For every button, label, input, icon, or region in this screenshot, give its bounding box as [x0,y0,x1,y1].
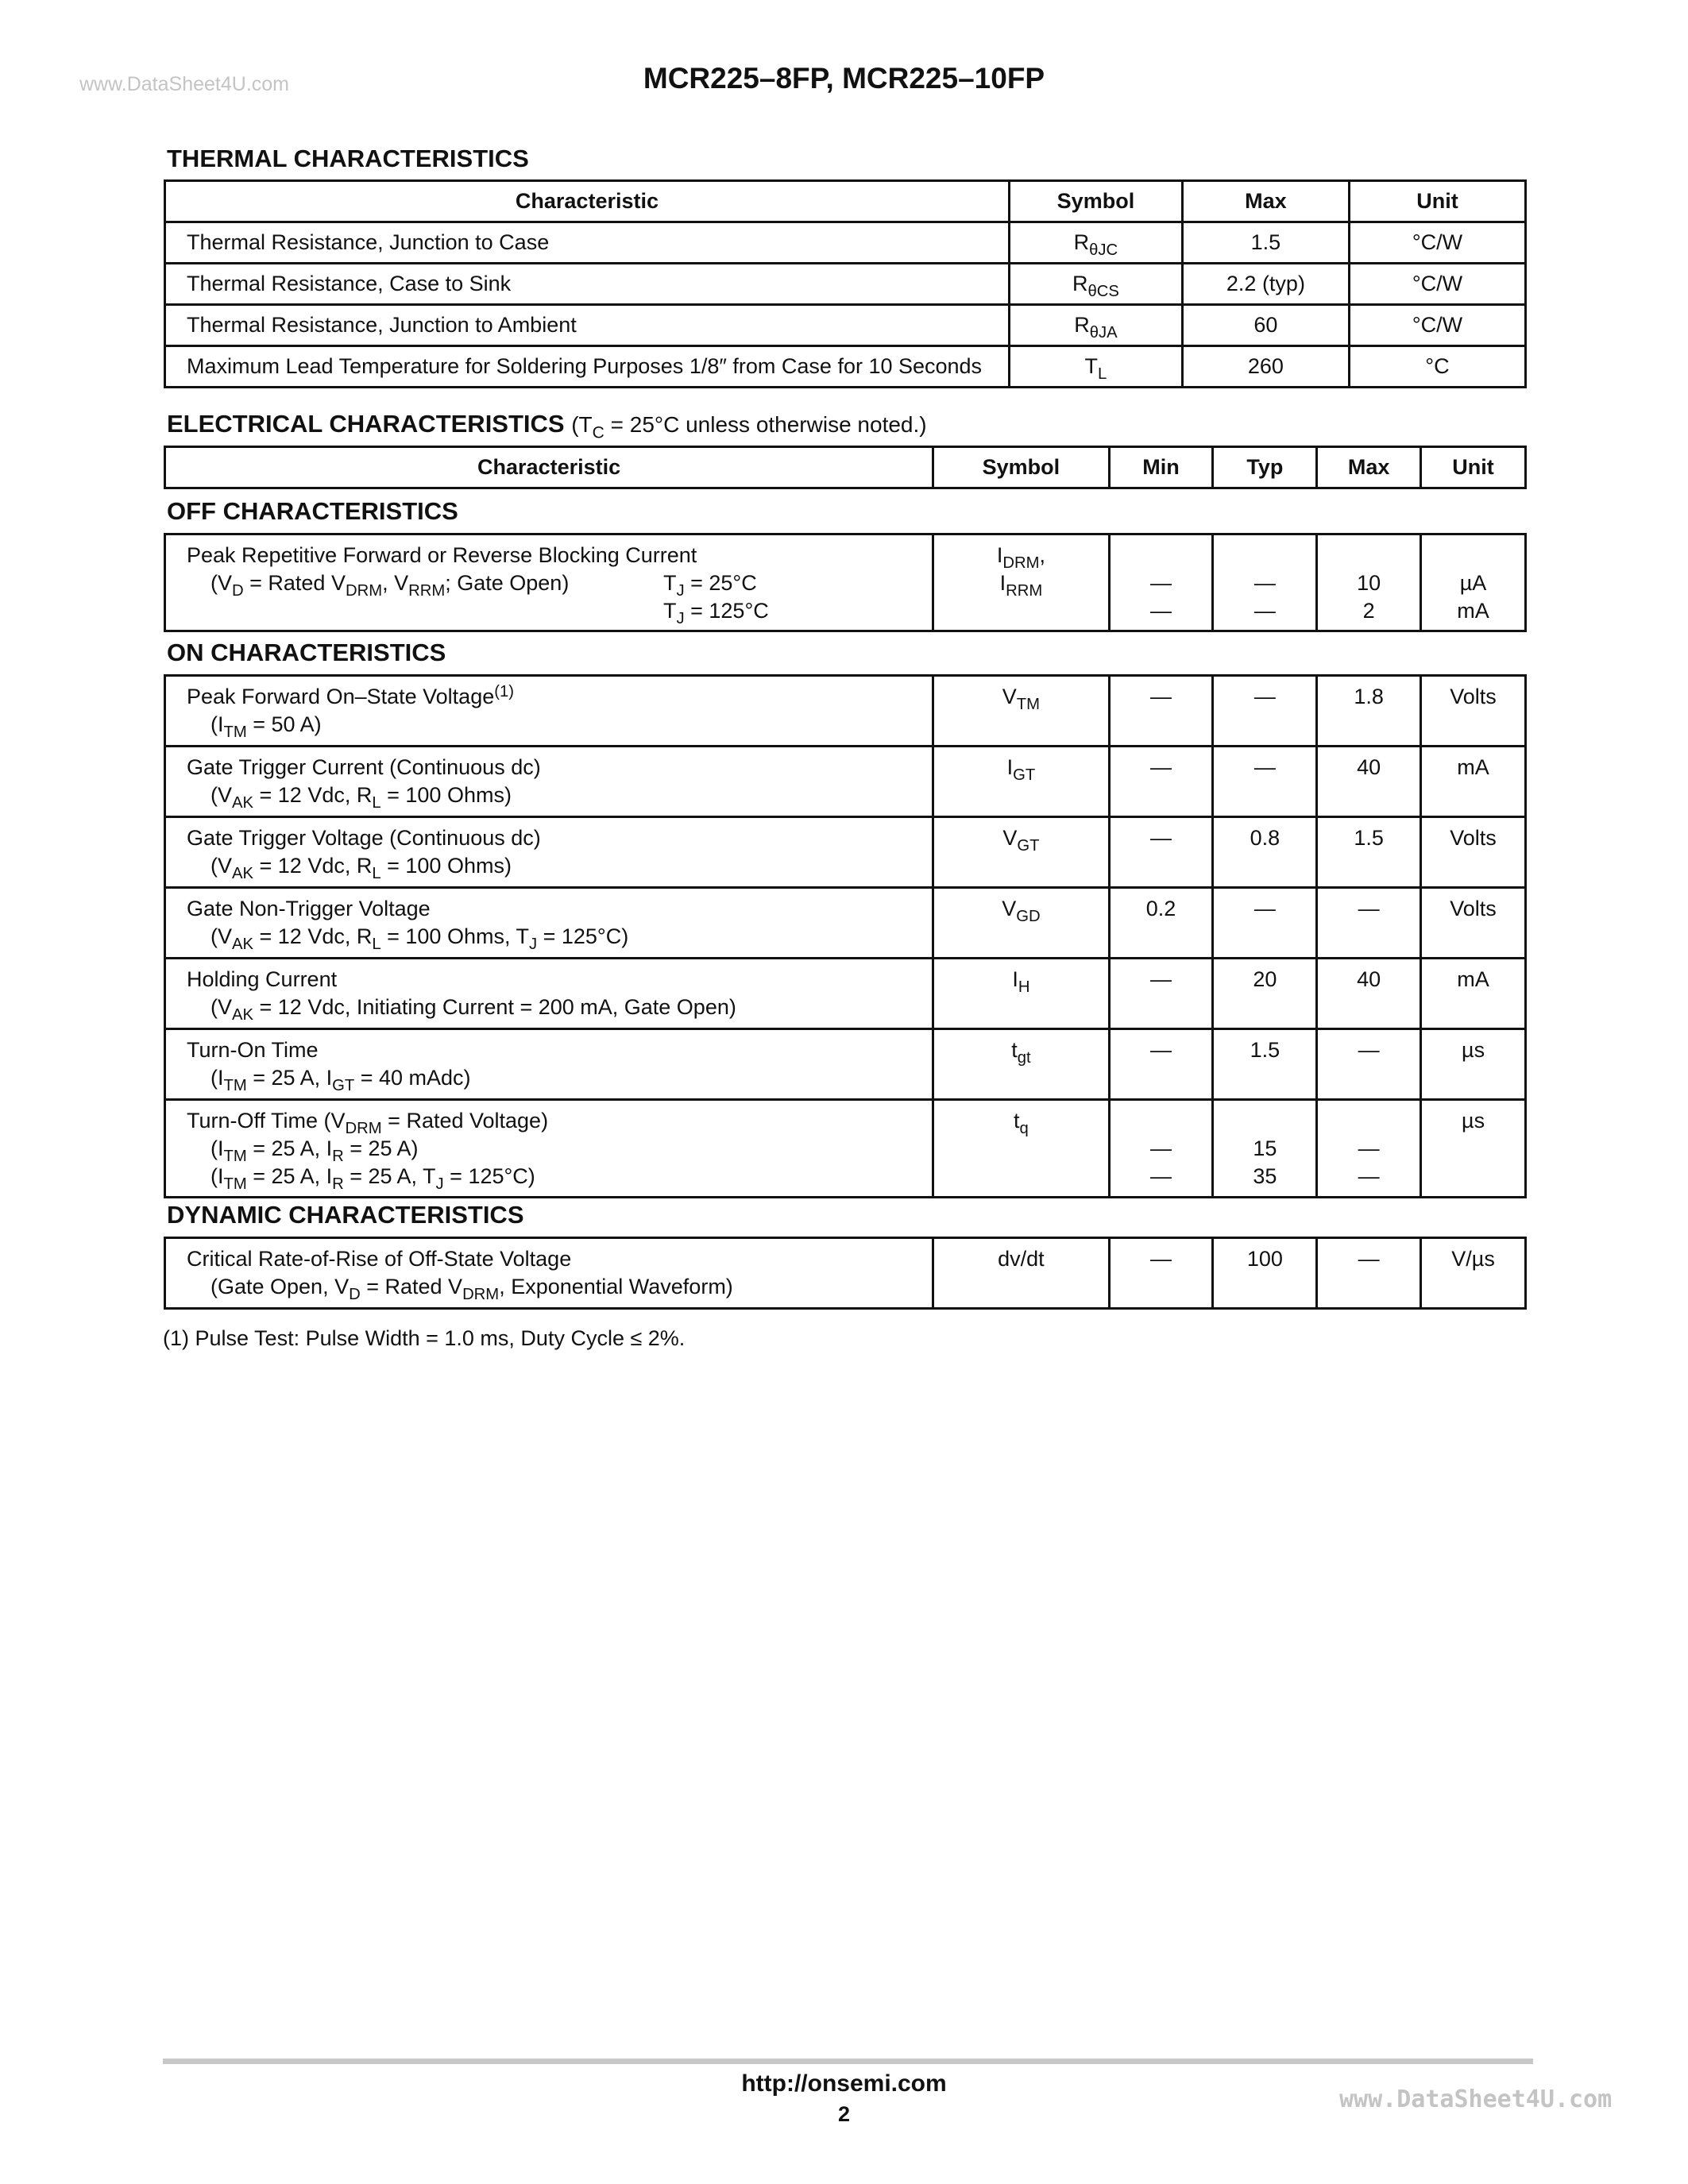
characteristic-cell: Holding Current ($V_{AK} = 12$ Vdc, Initiating Current = 200 mA, Gate Open) [165,959,933,1029]
page-title: MCR225–8FP, MCR225–10FP [643,62,1045,95]
unit-cell: Volts [1421,676,1526,747]
max-cell: 260 [1182,346,1349,388]
table-row [165,888,1526,959]
table-row [165,1238,1526,1309]
characteristic-cell: Gate Trigger Voltage (Continuous dc) ($V_{AK} = 12$ Vdc, $R_L = 100$ Ohms) [165,817,933,888]
max-cell: 1.8 [1317,676,1421,747]
symbol-cell: $R_{\theta CS}$ [1009,264,1182,305]
table-row [165,346,1526,388]
col-symbol: Symbol [933,447,1109,488]
symbol-cell: $t_q$ [933,1100,1109,1198]
table-row [165,747,1526,817]
max-cell: 10 2 [1317,534,1421,631]
typ-cell: 15 35 [1213,1100,1317,1198]
unit-cell: °C/W [1349,264,1525,305]
symbol-cell: $I_{GT}$ [933,747,1109,817]
watermark-bottom: www.DataSheet4U.com [1339,2086,1613,2113]
table-row [165,305,1526,346]
col-typ: Typ [1213,447,1317,488]
table-row [165,959,1526,1029]
table-row [165,534,1526,631]
max-cell: 1.5 [1317,817,1421,888]
table-row [165,676,1526,747]
table-row [165,1100,1526,1198]
characteristic-cell: Thermal Resistance, Case to Sink [165,264,1010,305]
unit-cell: µs [1421,1100,1526,1198]
col-min: Min [1109,447,1213,488]
characteristic-cell: Thermal Resistance, Junction to Case [165,222,1010,264]
unit-cell: µA mA [1421,534,1526,631]
max-cell: — [1317,888,1421,959]
footer-divider [163,2059,1533,2064]
col-symbol: Symbol [1009,181,1182,222]
off-characteristics-heading: OFF CHARACTERISTICS [167,497,458,525]
min-cell: — [1109,1238,1213,1309]
symbol-cell: $I_H$ [933,959,1109,1029]
unit-cell: Volts [1421,888,1526,959]
electrical-heading-text: ELECTRICAL CHARACTERISTICS [167,410,565,438]
unit-cell: Volts [1421,817,1526,888]
symbol-cell: dv/dt [933,1238,1109,1309]
max-cell: — — [1317,1100,1421,1198]
symbol-cell: $R_{\theta JC}$ [1009,222,1182,264]
max-cell: — [1317,1029,1421,1100]
characteristic-cell: Thermal Resistance, Junction to Ambient [165,305,1010,346]
min-cell: — [1109,959,1213,1029]
typ-cell: — [1213,747,1317,817]
typ-cell: — [1213,888,1317,959]
symbol-cell: $R_{\theta JA}$ [1009,305,1182,346]
characteristic-cell: Gate Non-Trigger Voltage ($V_{AK} = 12$ Vdc, $R_L = 100$ Ohms, $T_J = 125^\circ C$) [165,888,933,959]
symbol-cell: $t_{gt}$ [933,1029,1109,1100]
col-unit: Unit [1421,447,1526,488]
thermal-table [164,179,1527,388]
typ-cell: — [1213,676,1317,747]
min-cell: — [1109,817,1213,888]
table-row [165,817,1526,888]
characteristic-cell: Turn-On Time ($I_{TM} = 25$ A, $I_{GT} = 40$ mAdc) [165,1029,933,1100]
dynamic-characteristics-heading: DYNAMIC CHARACTERISTICS [167,1201,524,1229]
dynamic-table [164,1237,1527,1310]
footnote: (1) Pulse Test: Pulse Width = 1.0 ms, Duty Cycle ≤ 2%. [163,1326,686,1350]
unit-cell: °C [1349,346,1525,388]
characteristic-cell: Maximum Lead Temperature for Soldering Purposes 1/8″ from Case for 10 Seconds [165,346,1010,388]
col-characteristic: Characteristic [165,447,933,488]
unit-cell: °C/W [1349,305,1525,346]
unit-cell: µs [1421,1029,1526,1100]
thermal-header-row [165,181,1526,222]
off-table [164,533,1527,632]
max-cell: 40 [1317,747,1421,817]
typ-cell: 0.8 [1213,817,1317,888]
col-characteristic: Characteristic [165,181,1010,222]
symbol-cell: $V_{TM}$ [933,676,1109,747]
electrical-heading [167,410,927,442]
on-table [164,674,1527,1198]
symbol-cell: $V_{GD}$ [933,888,1109,959]
on-characteristics-heading: ON CHARACTERISTICS [167,639,446,666]
max-cell: — [1317,1238,1421,1309]
table-row [165,222,1526,264]
symbol-cell: $V_{GT}$ [933,817,1109,888]
max-cell: 40 [1317,959,1421,1029]
page-number: 2 [837,2102,851,2126]
electrical-heading-note: ($T_C = 25^\circ C$ unless otherwise noted.) [571,412,927,442]
max-cell: 60 [1182,305,1349,346]
unit-cell: V/µs [1421,1238,1526,1309]
symbol-cell: $T_L$ [1009,346,1182,388]
min-cell: — [1109,1029,1213,1100]
min-cell: — — [1109,1100,1213,1198]
min-cell: — — [1109,534,1213,631]
symbol-cell: $I_{DRM}$, $I_{RRM}$ [933,534,1109,631]
characteristic-cell: Turn-Off Time ($V_{DRM}$ = Rated Voltage) ($I_{TM} = 25$ A, $I_R = 25$ A) ($I_{TM} = 25$ A, $I_R = 25$ A, $T_J = 125^\circ C$) [165,1100,933,1198]
table-row [165,1029,1526,1100]
typ-cell: — — [1213,534,1317,631]
col-max: Max [1317,447,1421,488]
watermark-top: www.DataSheet4U.com [79,73,290,95]
min-cell: 0.2 [1109,888,1213,959]
max-cell: 1.5 [1182,222,1349,264]
characteristic-cell: Peak Forward On–State Voltage$^{(1)}$ ($I_{TM} = 50$ A) [165,676,933,747]
unit-cell: mA [1421,747,1526,817]
unit-cell: mA [1421,959,1526,1029]
table-row [165,264,1526,305]
footer-url-link[interactable]: http://onsemi.com [741,2070,947,2097]
characteristic-cell: Critical Rate-of-Rise of Off-State Voltage (Gate Open, $V_D$ = Rated $V_{DRM}$, Exponential Waveform) [165,1238,933,1309]
typ-cell: 20 [1213,959,1317,1029]
typ-cell: 1.5 [1213,1029,1317,1100]
unit-cell: °C/W [1349,222,1525,264]
typ-cell: 100 [1213,1238,1317,1309]
electrical-header-table [164,446,1527,489]
characteristic-cell: Gate Trigger Current (Continuous dc) ($V_{AK} = 12$ Vdc, $R_L = 100$ Ohms) [165,747,933,817]
min-cell: — [1109,676,1213,747]
thermal-heading: THERMAL CHARACTERISTICS [167,145,529,172]
characteristic-cell: Peak Repetitive Forward or Reverse Blocking Current ($V_D$ = Rated $V_{DRM}$, $V_{RRM}$; Gate Open) $T_J = 25^\circ C$ $T_J = 125^\circ C$ [165,534,933,631]
col-unit: Unit [1349,181,1525,222]
max-cell: 2.2 (typ) [1182,264,1349,305]
min-cell: — [1109,747,1213,817]
col-max: Max [1182,181,1349,222]
